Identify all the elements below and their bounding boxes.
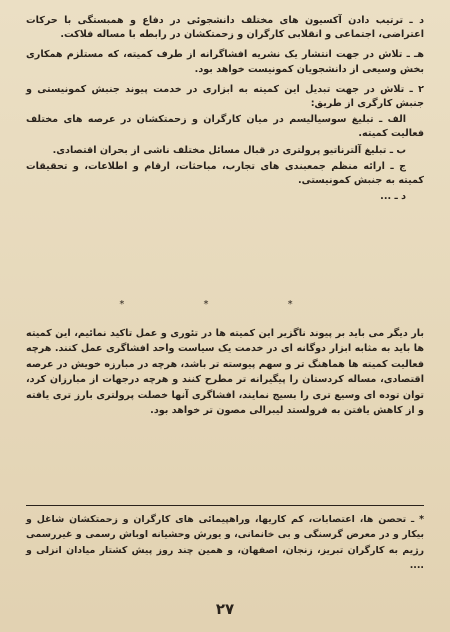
main-paragraph: بار دیگر می باید بر پیوند ناگزیر این کمیته ها در تئوری و عمل تاکید نمائیم، این کمیته ها باید به مثابه ابزار دوگانه ای در خدمت یک سیاست واحد افشاگری عمل کنند. هرچه فعالیت کمیته ها هماهنگ تر و سهم پیوسته تر باشد، هرچه در مبارزه خویش در عرصه اقتصادی، مساله کردستان را پیگیرانه تر مطرح کنند و هرچه درجهات از مبارزان کرد، توان توده ای وسیع تری را بسیج نمایند، افشاگری آنها خصلت پرولتری بارز تری یافته و از کاهش یافتن به فرولستد لیبرالی مصون تر خواهد بود. (26, 328, 424, 417)
item-h: هـ ـ تلاش در جهت انتشار یک نشریه افشاگرانه از طرف کمیته، که مستلزم همکاری بخش وسیعی از دانشجویان کمونیست خواهد بود. (26, 49, 424, 75)
subitem-be: ب ـ تبلیغ آلترناتیو پرولتری در قبال مسائل مختلف ناشی از بحران اقتصادی. (52, 144, 406, 156)
page-number: ۲۷ (215, 600, 235, 618)
footnote-divider (26, 505, 424, 506)
footnote: * ـ تحصن ها، اعتصابات، کم کاریها، وراهپیمائی های کارگران و زحمتکشان شاغل و بیکار و در معرض گرسنگی و بی خانمانی، و یورش وحشیانه اوباش رسمی و غیررسمی رژیم به کارگران تبریز، زنجان، اصفهان، و همین چند روز پیش کشتار میادان انزلی و .... (26, 514, 424, 572)
subitem-dal: د ـ ... (380, 191, 406, 203)
section-separator: * * * (119, 299, 331, 310)
item-2: ۲ ـ تلاش در جهت تبدیل این کمیته به ابزاری در خدمت پیوند جنبش کمونیستی و جنبش کارگری از طریق: (26, 83, 424, 110)
subitem-jim: ج ـ ارائه منظم جمعبندی های تجارب، مباحثات، ارقام و اطلاعات، و تحقیقات کمیته به جنبش کمونیستی. (26, 160, 424, 187)
subitem-alef: الف ـ تبلیغ سوسیالیسم در میان کارگران و زحمتکشان در عرصه های مختلف فعالیت کمیته. (26, 114, 424, 140)
item-d: د ـ ترتیب دادن آکسیون های مختلف دانشجوئی در دفاع و همبستگی با حرکات اعتراضی، اجتماعی و انقلابی کارگران و زحمتکشان در رابطه با مساله فلاکت. (26, 15, 424, 41)
body-text (26, 14, 424, 204)
